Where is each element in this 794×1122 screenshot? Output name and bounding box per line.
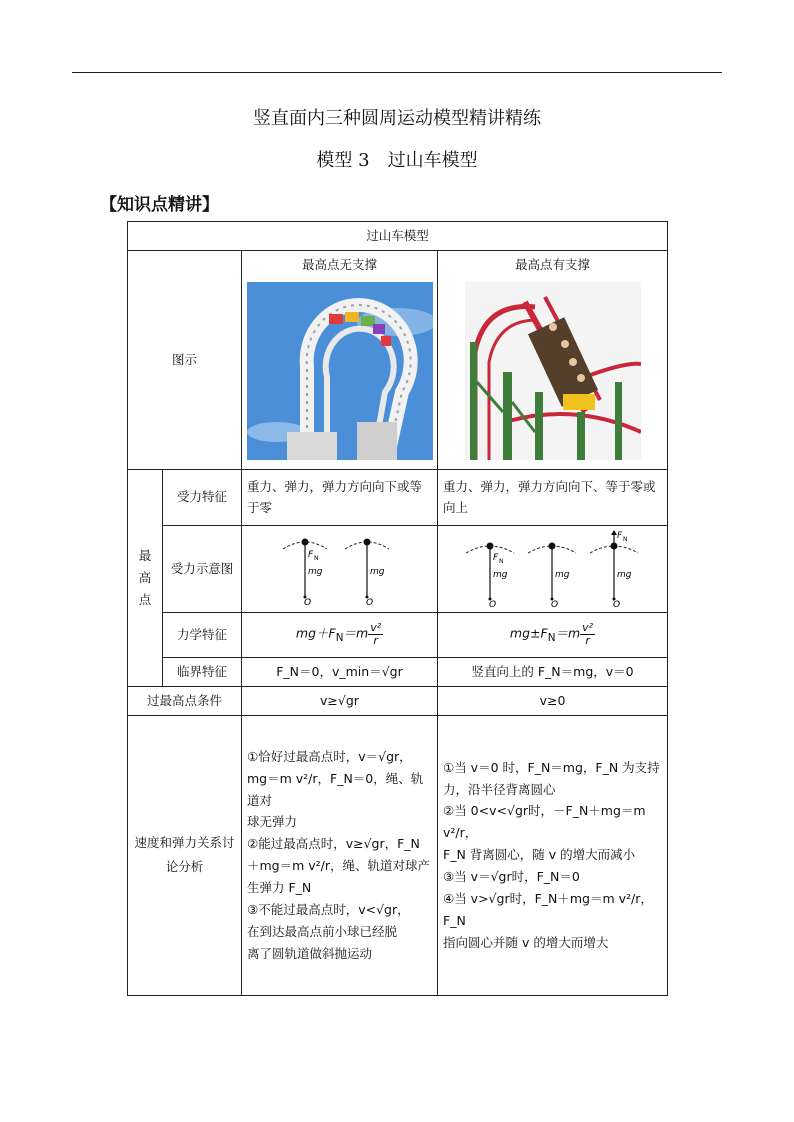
svg-text:mg: mg [307,566,322,577]
table-caption: 过山车模型 [128,222,668,251]
cell-with-support [438,250,668,469]
svg-text:O: O [488,599,496,609]
header-rule [72,72,722,73]
pass-condition-left: v≥√gr [242,686,438,715]
force-feature-right: 重力、弹力，弹力方向向下、等于零或向上 [438,469,668,525]
discussion-left: ①恰好过最高点时，v＝√gr， mg＝m v²/r，F_N＝0，绳、轨道对 球无弹力 ②能过最高点时，v≥√gr，F_N ＋mg＝m v²/r，绳、轨道对球产 生弹力 F_N ③不能过最高点时，v<√gr， 在到达最高点前小球已经脱 离了圆轨道做斜抛运动 [242,715,438,995]
svg-text:F: F [307,549,313,560]
roller-coaster-model-table [127,221,668,996]
loop-coaster-photo [247,282,433,460]
force-diagram-right [438,525,668,612]
svg-text:mg: mg [554,569,569,580]
mechanics-left: $mg+F_N=m$ $\frac{\text{v²}}{r}$ [242,612,438,657]
svg-text:N: N [313,554,318,562]
critical-left: F_N＝0，v_min＝√gr [242,657,438,686]
force-diagram-with-support [458,529,648,609]
col-header-no-support: 最高点无支撑 [301,256,377,272]
row-label-mechanics: 力学特征 [163,612,242,657]
svg-text:mg: mg [369,566,384,577]
col-header-with-support: 最高点有支撑 [515,256,591,272]
force-diagram-left [242,525,438,612]
pass-condition-right: v≥0 [438,686,668,715]
page-title: 竖直面内三种圆周运动模型精讲精练 [253,108,541,129]
svg-text:N: N [622,535,627,543]
supported-coaster-photo [465,282,641,460]
svg-text:O: O [612,599,620,609]
row-label-figure: 图示 [128,250,242,469]
row-group-top-point: 最 高 点 [128,469,163,686]
svg-text:N: N [498,557,503,565]
discussion-right: ①当 v＝0 时，F_N＝mg，F_N 为支持 力，沿半径背离圆心 ②当 0<v<√gr时，－F_N＋mg＝m v²/r， F_N 背离圆心，随 v 的增大而减小 ③当 v＝√gr时，F_N＝0 ④当 v>√gr时，F_N＋mg＝m v²/r，F_N 指向圆心并随 v 的增大而增大 [438,715,668,995]
svg-text:F: F [492,552,498,563]
fraction-v2-over-r: $\frac{\text{v²}}{r}$ [582,621,594,647]
row-label-critical: 临界特征 [163,657,242,686]
section-heading: 【知识点精讲】 [100,195,219,215]
force-diagram-no-support [275,531,405,607]
cell-no-support [242,250,438,469]
svg-text:mg: mg [616,569,631,580]
svg-text:O: O [550,599,558,609]
svg-text:mg: mg [492,569,507,580]
row-label-force-feature: 受力特征 [163,469,242,525]
svg-text:O: O [303,597,311,607]
page-subtitle: 模型 3 过山车模型 [316,150,478,171]
row-label-force-diagram: 受力示意图 [163,525,242,612]
mechanics-right: $mg\pm F_N=m$ $\frac{\text{v²}}{r}$ [438,612,668,657]
critical-right: 竖直向上的 F_N＝mg，v＝0 [438,657,668,686]
row-label-pass-condition: 过最高点条件 [128,686,242,715]
row-label-discussion: 速度和弹力关系讨论分析 [128,715,242,995]
svg-text:F: F [616,530,622,541]
svg-text:O: O [365,597,373,607]
force-feature-left: 重力、弹力，弹力方向向下或等于零 [242,469,438,525]
fraction-v2-over-r: $\frac{\text{v²}}{r}$ [370,621,382,647]
